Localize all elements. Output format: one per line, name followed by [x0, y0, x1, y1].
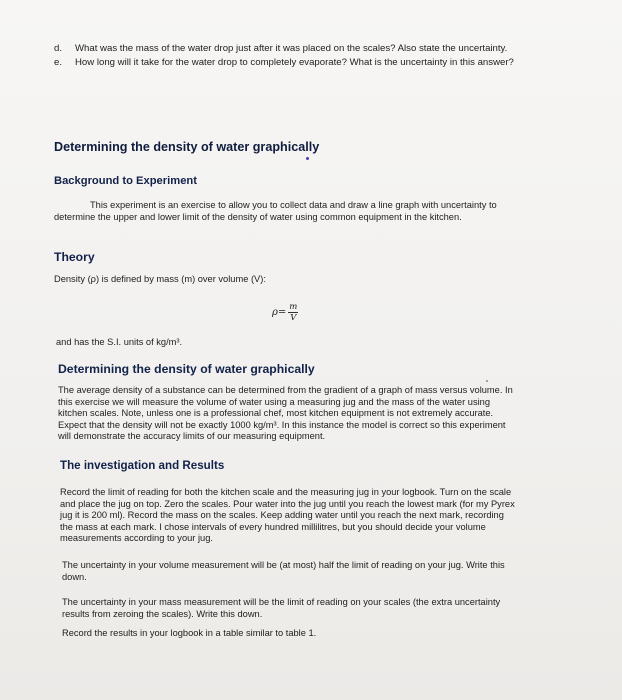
- section-title: Determining the density of water graphically: [54, 140, 320, 154]
- formula-denominator: V: [290, 313, 297, 323]
- record-results: Record the results in your logbook in a table similar to table 1.: [62, 628, 317, 638]
- formula-fraction: [288, 302, 298, 323]
- list-item-text: How long will it take for the water drop to completely evaporate? What is the uncertainty in this answer?: [75, 57, 514, 68]
- si-units: and has the S.I. units of kg/m³.: [56, 337, 183, 347]
- investigation-heading: The investigation and Results: [60, 459, 225, 472]
- list-item-text: What was the mass of the water drop just after it was placed on the scales? Also state the uncertainty.: [75, 43, 508, 54]
- formula-numerator: m: [289, 302, 298, 312]
- mass-uncertainty: The uncertainty in your mass measurement will be the limit of reading on your scales (the extra uncertainty results from zeroing the scales). Write this down.: [62, 597, 501, 619]
- background-paragraph: This experiment is an exercise to allow you to collect data and draw a line graph with uncertainty to determine the upper and lower limit of the density of water using common equipment in the kitchen.: [54, 200, 497, 222]
- pen-mark: [306, 157, 309, 160]
- volume-uncertainty: The uncertainty in your volume measurement will be (at most) half the limit of reading on your jug. Write this down.: [62, 560, 505, 582]
- list-item: [54, 57, 534, 69]
- list-marker: d.: [54, 43, 63, 54]
- formula-lhs: ρ=: [272, 307, 287, 318]
- background-heading: Background to Experiment: [54, 175, 197, 187]
- density-definition: Density (ρ) is defined by mass (m) over volume (V):: [54, 274, 266, 284]
- section-title: Determining the density of water graphically: [58, 362, 315, 376]
- investigation-paragraph: Record the limit of reading for both the kitchen scale and the measuring jug in your logbook. Turn on the scale and place the jug on top. Zero the scales. Pour water into the jug until you reach the lowest mark (for my Pyrex jug it is 200 ml). Record the mass on the scales. Keep adding water until you reach the next mark, recording the mass at each mark. I chose intervals of every hundred millilitres, but you should decide your volume measurements according to your jug.: [60, 487, 515, 544]
- density-paragraph: The average density of a substance can be determined from the gradient of a graph of mass versus volume. In this exercise we will measure the volume of water using a measuring jug and the mass of the water using kitchen scales. Note, unless one is a professional chef, most kitchen equipment is not extremely accurate. Expect that the density will not be exactly 1000 kg/m³. In this instance the model is correct so this experiment will demonstrate the accuracy limits of our measuring equipment.: [58, 385, 513, 442]
- pen-mark: [486, 380, 488, 382]
- list-item: [54, 43, 534, 55]
- theory-heading: Theory: [54, 250, 95, 264]
- list-marker: e.: [54, 57, 63, 68]
- question-list: [54, 43, 534, 71]
- density-formula: [272, 302, 298, 323]
